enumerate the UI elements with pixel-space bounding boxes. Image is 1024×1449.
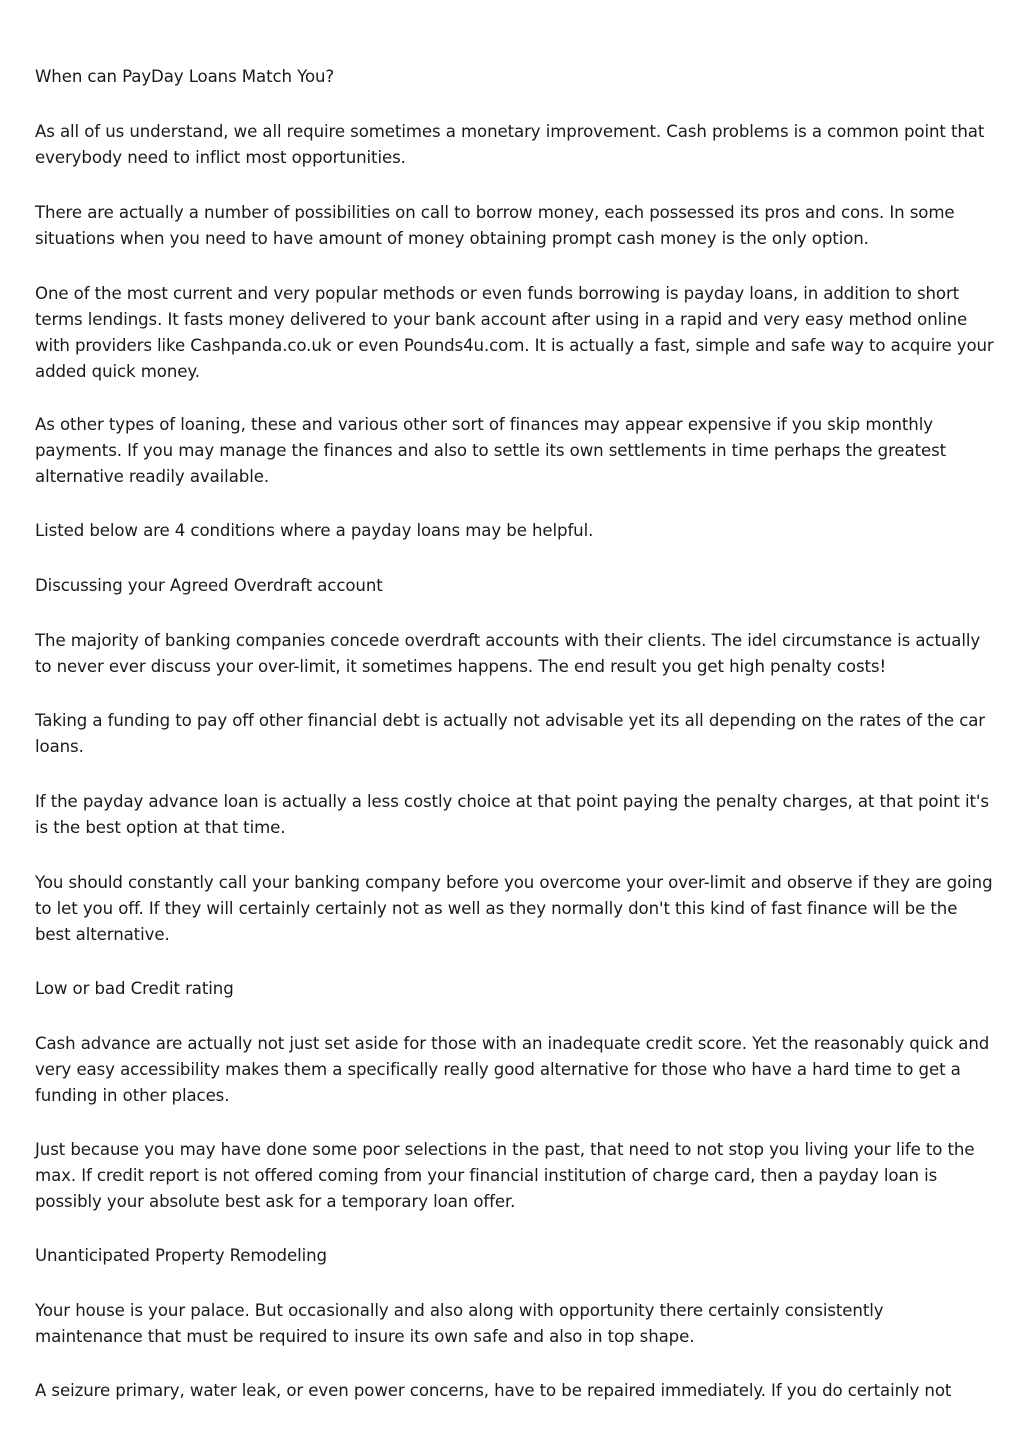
document-title: When can PayDay Loans Match You? (35, 67, 335, 86)
paragraph-expensive: As other types of loaning, these and various other sort of finances may appear expensive if you skip monthly payments. If you may manage the finances and also to settle its own settlements in time perhaps the greatest alternative readily available. (35, 415, 947, 486)
paragraph-repairs: A seizure primary, water leak, or even power concerns, have to be repaired immediately. If you do certainly not (35, 1381, 952, 1400)
paragraph-penalty: If the payday advance loan is actually a less costly choice at that point paying the penalty charges, at that point it's is the best option at that time. (35, 792, 989, 837)
paragraph-debt: Taking a funding to pay off other financial debt is actually not advisable yet its all depending on the rates of the car loans. (35, 711, 986, 756)
paragraph-possibilities: There are actually a number of possibilities on call to borrow money, each possessed its pros and cons. In some situations when you need to have amount of money obtaining prompt cash money is the only option. (35, 203, 955, 248)
section-heading-remodeling: Unanticipated Property Remodeling (35, 1246, 327, 1265)
paragraph-payday-methods: One of the most current and very popular methods or even funds borrowing is payday loans, in addition to short terms lendings. It fasts money delivered to your bank account after using in a rapid and very easy method online with providers like Cashpanda.co.uk or even Pounds4u.com. It is actually a fast, simple and safe way to acquire your added quick money. (35, 284, 994, 381)
section-heading-credit: Low or bad Credit rating (35, 979, 234, 998)
paragraph-intro: As all of us understand, we all require sometimes a monetary improvement. Cash problems is a common point that everybody need to inflict most opportunities. (35, 122, 985, 167)
paragraph-house: Your house is your palace. But occasionally and also along with opportunity there certainly consistently maintenance that must be required to insure its own safe and also in top shape. (35, 1301, 884, 1346)
paragraph-credit: Cash advance are actually not just set aside for those with an inadequate credit score. Yet the reasonably quick and very easy accessibility makes them a specifically really good alternative for those who have a hard time to get a funding in other places. (35, 1034, 990, 1105)
paragraph-call-bank: You should constantly call your banking company before you overcome your over-limit and observe if they are going to let you off. If they will certainly certainly not as well as they normally don't this kind of fast finance will be the best alternative. (35, 873, 993, 944)
paragraph-selections: Just because you may have done some poor selections in the past, that need to not stop you living your life to the max. If credit report is not offered coming from your financial institution of charge card, then a payday loan is possibly your absolute best ask for a temporary loan offer. (35, 1140, 975, 1211)
section-heading-overdraft: Discussing your Agreed Overdraft account (35, 576, 383, 595)
paragraph-conditions: Listed below are 4 conditions where a payday loans may be helpful. (35, 521, 594, 540)
paragraph-overdraft: The majority of banking companies concede overdraft accounts with their clients. The idel circumstance is actually to never ever discuss your over-limit, it sometimes happens. The end result you get high penalty costs! (35, 631, 981, 676)
